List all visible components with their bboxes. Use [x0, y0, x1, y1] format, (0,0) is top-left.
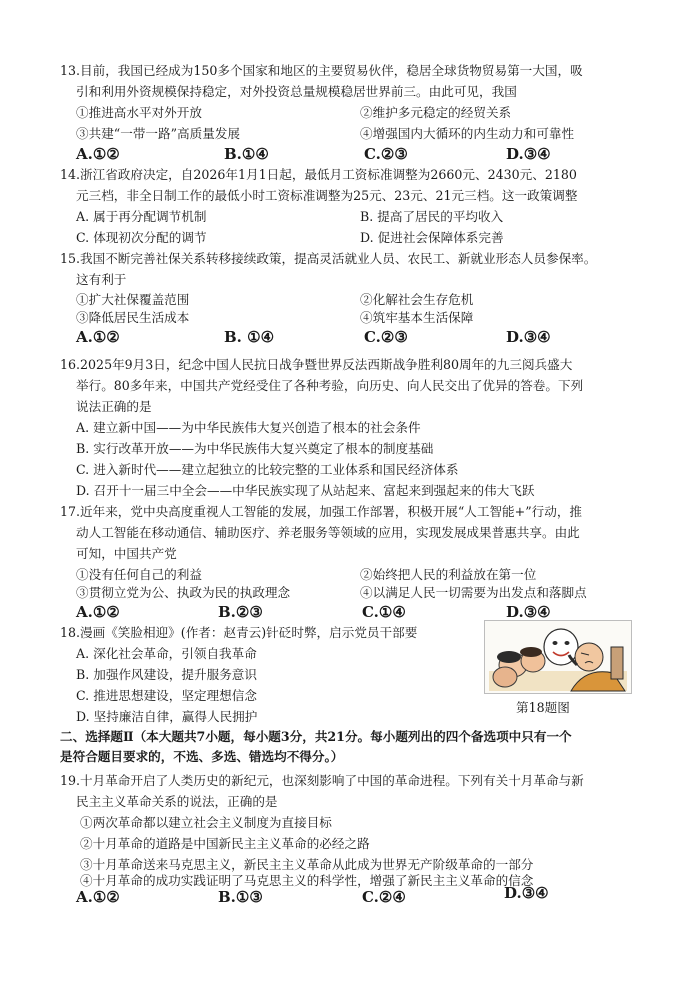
- q19-choice-b: B.①③: [218, 888, 263, 906]
- q15-item-4: ④筑牢基本生活保障: [360, 310, 474, 325]
- q15-choice-b: B. ①④: [224, 328, 275, 346]
- q16-option-d: D. 召开十一届三中全会——中华民族实现了从站起来、富起来到强起来的伟大飞跃: [76, 483, 535, 498]
- q15-stem-line-2: 这有利于: [76, 272, 127, 287]
- q13-choice-c: C.②③: [364, 145, 408, 163]
- q13-choice-d: D.③④: [506, 145, 551, 163]
- q14-option-d: D. 促进社会保障体系完善: [360, 230, 504, 245]
- q14-stem-line-1: 14.浙江省政府决定，自2026年1月1日起，最低月工资标准调整为2660元、2430元、2180: [60, 167, 577, 182]
- q17-choice-a: A.①②: [76, 603, 120, 621]
- q13-choice-a: A.①②: [76, 145, 120, 163]
- q15-choice-d: D.③④: [506, 328, 551, 346]
- q17-item-1: ①没有任何自己的利益: [76, 567, 202, 582]
- q18-option-b: B. 加强作风建设，提升服务意识: [76, 667, 257, 682]
- q19-item-3: ③十月革命送来马克思主义，新民主主义革命从此成为世界无产阶级革命的一部分: [80, 857, 534, 872]
- q16-option-c: C. 进入新时代——建立起独立的比较完整的工业体系和国民经济体系: [76, 462, 459, 477]
- q13-stem-line-2: 引和利用外资规模保持稳定，对外投资总量规模稳居世界前三。由此可见，我国: [76, 84, 517, 99]
- section-2-heading-line-1: 二、选择题Ⅱ（本大题共7小题，每小题3分，共21分。每小题列出的四个备选项中只有一个: [60, 729, 572, 744]
- q13-choice-b: B.①④: [224, 145, 269, 163]
- q16-stem-line-1: 16.2025年9月3日，纪念中国人民抗日战争暨世界反法西斯战争胜利80周年的九三阅兵盛大: [60, 357, 573, 372]
- q16-stem-line-3: 说法正确的是: [76, 399, 152, 414]
- q17-choice-c: C.①④: [362, 603, 406, 621]
- q17-choice-d: D.③④: [506, 603, 551, 621]
- q19-item-4: ④十月革命的成功实践证明了马克思主义的科学性，增强了新民主主义革命的信念: [80, 873, 534, 888]
- q14-option-b: B. 提高了居民的平均收入: [360, 209, 504, 224]
- q18-option-c: C. 推进思想建设，坚定理想信念: [76, 688, 257, 703]
- q17-item-3: ③贯彻立党为公、执政为民的执政理念: [76, 585, 291, 600]
- q19-stem-line-1: 19.十月革命开启了人类历史的新纪元，也深刻影响了中国的革命进程。下列有关十月革命与新: [60, 773, 584, 788]
- section-2-heading-line-2: 是符合题目要求的，不选、多选、错选均不得分。）: [60, 749, 344, 764]
- q15-stem-line-1: 15.我国不断完善社保关系转移接续政策，提高灵活就业人员、农民工、新就业形态人员参保率。: [60, 251, 597, 266]
- q17-stem-line-2: 动人工智能在移动通信、辅助医疗、养老服务等领域的应用，实现发展成果普惠共享。由此: [76, 525, 580, 540]
- q18-stem-line-1: 18.漫画《笑脸相迎》(作者：赵青云)针砭时弊，启示党员干部要: [60, 625, 418, 640]
- q17-item-4: ④以满足人民一切需要为出发点和落脚点: [360, 585, 587, 600]
- q13-item-3: ③共建“一带一路”高质量发展: [76, 126, 241, 141]
- q19-item-1: ①两次革命都以建立社会主义制度为直接目标: [80, 815, 332, 830]
- q14-option-a: A. 属于再分配调节机制: [76, 209, 207, 224]
- q15-choice-a: A.①②: [76, 328, 120, 346]
- q16-option-a: A. 建立新中国——为中华民族伟大复兴创造了根本的社会条件: [76, 420, 421, 435]
- q15-item-2: ②化解社会生存危机: [360, 292, 474, 307]
- q15-item-1: ①扩大社保覆盖范围: [76, 292, 190, 307]
- q18-option-d: D. 坚持廉洁自律，赢得人民拥护: [76, 709, 258, 724]
- q14-stem-line-2: 元三档，非全日制工作的最低小时工资标准调整为25元、23元、21元三档。这一政策调整: [76, 188, 578, 203]
- q19-choice-a: A.①②: [76, 888, 120, 906]
- q18-option-a: A. 深化社会革命，引领自我革命: [76, 646, 257, 661]
- q13-item-4: ④增强国内大循环的内生动力和可靠性: [360, 126, 575, 141]
- q17-item-2: ②始终把人民的利益放在第一位: [360, 567, 537, 582]
- q18-figure-caption: 第18题图: [516, 700, 570, 715]
- q16-stem-line-2: 举行。80多年来，中国共产党经受住了各种考验，向历史、向人民交出了优异的答卷。下列: [76, 378, 584, 393]
- q19-item-2: ②十月革命的道路是中国新民主主义革命的必经之路: [80, 836, 370, 851]
- cartoon-illustration-icon: [485, 621, 631, 693]
- q18-cartoon-figure: [484, 620, 632, 694]
- q15-choice-c: C.②③: [364, 328, 408, 346]
- q15-item-3: ③降低居民生活成本: [76, 310, 190, 325]
- q19-choice-d: D.③④: [504, 884, 549, 902]
- q19-choice-c: C.②④: [362, 888, 406, 906]
- q14-option-c: C. 体现初次分配的调节: [76, 230, 207, 245]
- q17-stem-line-3: 可知，中国共产党: [76, 546, 177, 561]
- q13-item-1: ①推进高水平对外开放: [76, 105, 202, 120]
- q16-option-b: B. 实行改革开放——为中华民族伟大复兴奠定了根本的制度基础: [76, 441, 434, 456]
- q17-stem-line-1: 17.近年来，党中央高度重视人工智能的发展，加强工作部署，积极开展“人工智能+”行动，推: [60, 504, 583, 519]
- q17-choice-b: B.②③: [218, 603, 263, 621]
- q19-stem-line-2: 民主主义革命关系的说法，正确的是: [76, 794, 278, 809]
- q13-stem-line-1: 13.目前，我国已经成为150多个国家和地区的主要贸易伙伴，稳居全球货物贸易第一大国，吸: [60, 63, 583, 78]
- q13-item-2: ②维护多元稳定的经贸关系: [360, 105, 512, 120]
